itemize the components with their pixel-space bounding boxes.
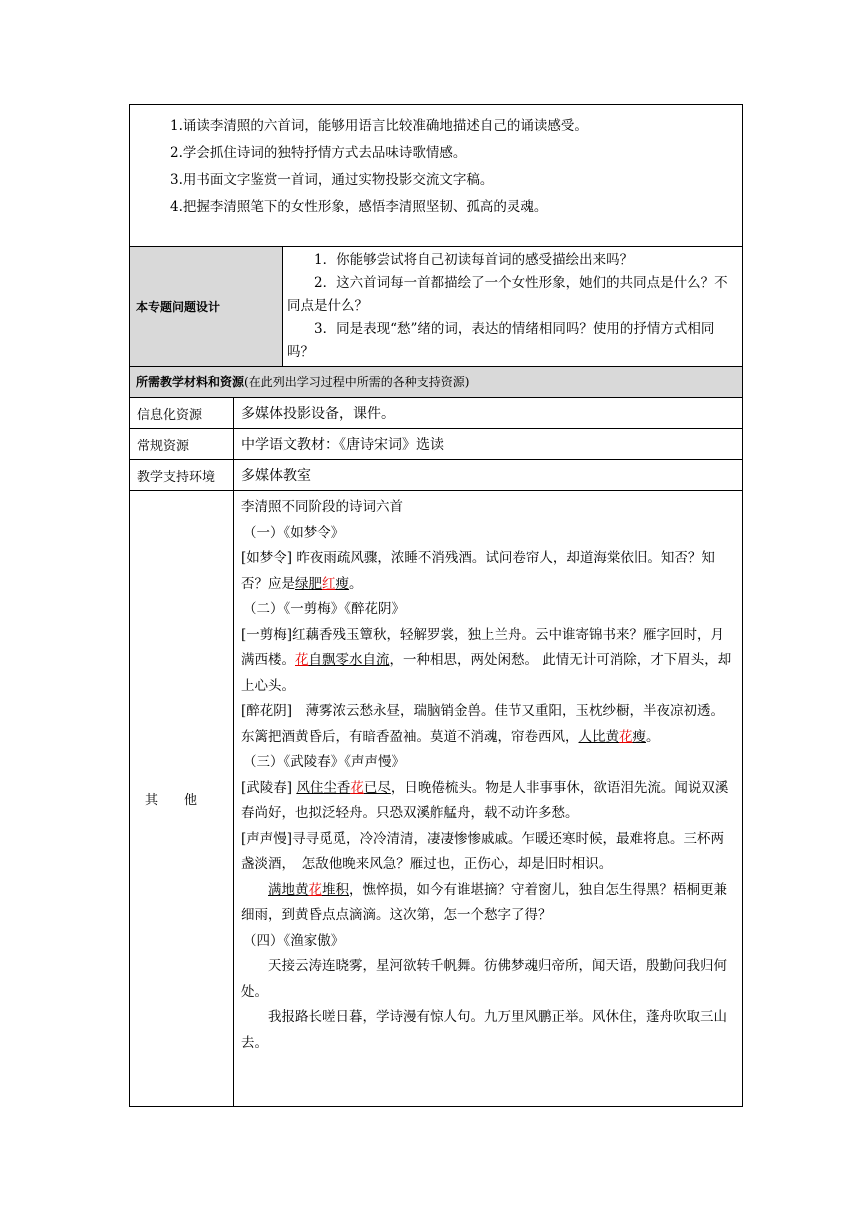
- questions-row: [130, 247, 743, 367]
- objectives-row: [130, 105, 743, 247]
- other-label: 其 他: [130, 491, 234, 1107]
- objective-item: 1.诵读李清照的六首词，能够用语言比较准确地描述自己的诵读感受。: [170, 118, 588, 134]
- poem-rumengling: [241, 546, 736, 597]
- resource-value: 中学语文教材：《唐诗宋词》选读: [234, 429, 743, 460]
- section-title: （二）《一剪梅》《醉花阴》: [243, 601, 405, 617]
- other-content: [234, 491, 743, 1107]
- poem-yujiaao-2: 我报路长嗟日暮，学诗漫有惊人句。九万里风鹏正举。风休住，蓬舟吹取三山去。: [241, 1009, 727, 1051]
- section-title: （四）《渔家傲》: [243, 932, 345, 949]
- other-row: [130, 491, 743, 1107]
- materials-header-row: [130, 367, 743, 398]
- poem-yijianmei: [241, 623, 736, 700]
- resource-row: [130, 460, 743, 491]
- materials-note: (在此列出学习过程中所需的各种支持资源): [244, 375, 470, 389]
- underlined-text: 绿肥: [295, 575, 322, 592]
- highlight-text: 红: [322, 575, 336, 592]
- lesson-plan-table: [129, 104, 743, 1107]
- resource-label: 教学支持环境: [130, 460, 234, 491]
- lesson-plan-document: [129, 104, 742, 1107]
- poem-text: 。: [349, 575, 363, 592]
- section-title: （一）《如梦令》: [243, 524, 345, 541]
- objective-item: 3.用书面文字鉴赏一首词，通过实物投影交流文字稿。: [170, 172, 494, 188]
- highlight-text: 花: [350, 779, 364, 796]
- poem-text: [醉花阴] 薄雾浓云愁永昼，瑞脑销金兽。佳节又重阳，玉枕纱橱，半夜凉初透。 东篱把酒黄昏后，有暗香盈袖。莫道不消魂，帘卷西风，: [241, 703, 725, 745]
- materials-header: [130, 367, 743, 398]
- underlined-text: 风住尘香: [296, 779, 351, 796]
- section-title: （三）《武陵春》《声声慢》: [243, 754, 405, 770]
- resource-value: 多媒体投影设备，课件。: [234, 398, 743, 429]
- resource-row: [130, 429, 743, 460]
- resource-label: 常规资源: [130, 429, 234, 460]
- objective-item: 2.学会抓住诗词的独特抒情方式去品味诗歌情感。: [170, 145, 467, 161]
- question-item: 2．这六首词每一首都描绘了一个女性形象，她们的共同点是什么？不同点是什么？: [287, 275, 728, 314]
- poem-text: ，一种相思，两处闲愁。 此情无计可消除，才下眉头，却上心头。: [241, 652, 732, 694]
- resource-value: 多媒体教室: [234, 460, 743, 491]
- underlined-text: 已尽: [363, 779, 391, 796]
- highlight-text: 花: [308, 881, 322, 898]
- poem-shengshengman-cont: [241, 878, 736, 929]
- materials-title: 所需教学材料和资源: [136, 375, 245, 389]
- poem-wulingchun: [241, 776, 736, 827]
- resource-row: [130, 398, 743, 429]
- poem-text: [武陵春]: [241, 779, 297, 796]
- underlined-text: 瘦: [632, 728, 646, 745]
- underlined-text: 满地黄: [268, 881, 309, 898]
- objective-item: 4.把握李清照笔下的女性形象，感悟李清照坚韧、孤高的灵魂。: [170, 199, 548, 215]
- poem-text: ，日晚倦梳头。物是人非事事休，欲语泪先流。闻说双溪春尚好，也拟泛轻舟。只恐双溪舴艋舟，载不动许多愁。: [241, 779, 729, 821]
- poem-text: ，憔悴损，如今有谁堪摘？守着窗儿，独自怎生得黑？梧桐更兼细雨，到黄昏点点滴滴。这次第，怎一个愁字了得？: [241, 881, 727, 923]
- poems-heading: 李清照不同阶段的诗词六首: [241, 499, 403, 515]
- poem-shengshengman: [声声慢]寻寻觅觅，冷冷清清，凄凄惨惨戚戚。乍暖还寒时候，最难将息。三杯两盏淡酒， 怎敌他晚来风急？雁过也，正伤心，却是旧时相识。: [241, 830, 725, 872]
- poem-text: [一剪梅]红藕香残玉簟秋，轻解罗裳，独上兰舟。云中谁寄锦书来？雁字回时，月满西楼。: [241, 626, 725, 668]
- questions-label: 本专题问题设计: [130, 247, 283, 367]
- poem-zuihuayin: [241, 699, 736, 750]
- highlight-text: 花: [295, 652, 309, 668]
- underlined-text: 自飘零水自流: [308, 652, 390, 668]
- underlined-text: 瘦: [335, 575, 349, 592]
- underlined-text: 人比黄: [578, 728, 619, 745]
- poem-text: 。: [646, 728, 660, 745]
- poem-yujiaao-1: 天接云涛连晓雾，星河欲转千帆舞。彷佛梦魂归帝所，闻天语，殷勤问我归何处。: [241, 958, 727, 1000]
- underlined-text: 堆积: [322, 881, 349, 898]
- objectives-cell: [130, 105, 743, 247]
- questions-cell: [283, 247, 743, 367]
- poem-text: [如梦令] 昨夜雨疏风骤，浓睡不消残酒。试问卷帘人，却道海棠依旧。知否？知否？应是: [241, 550, 715, 592]
- question-item: 3．同是表现“愁”绪的词，表达的情绪相同吗？使用的抒情方式相同吗？: [287, 321, 715, 360]
- resource-label: 信息化资源: [130, 398, 234, 429]
- question-item: 1．你能够尝试将自己初读每首词的感受描绘出来吗？: [314, 252, 634, 268]
- highlight-text: 花: [619, 728, 633, 745]
